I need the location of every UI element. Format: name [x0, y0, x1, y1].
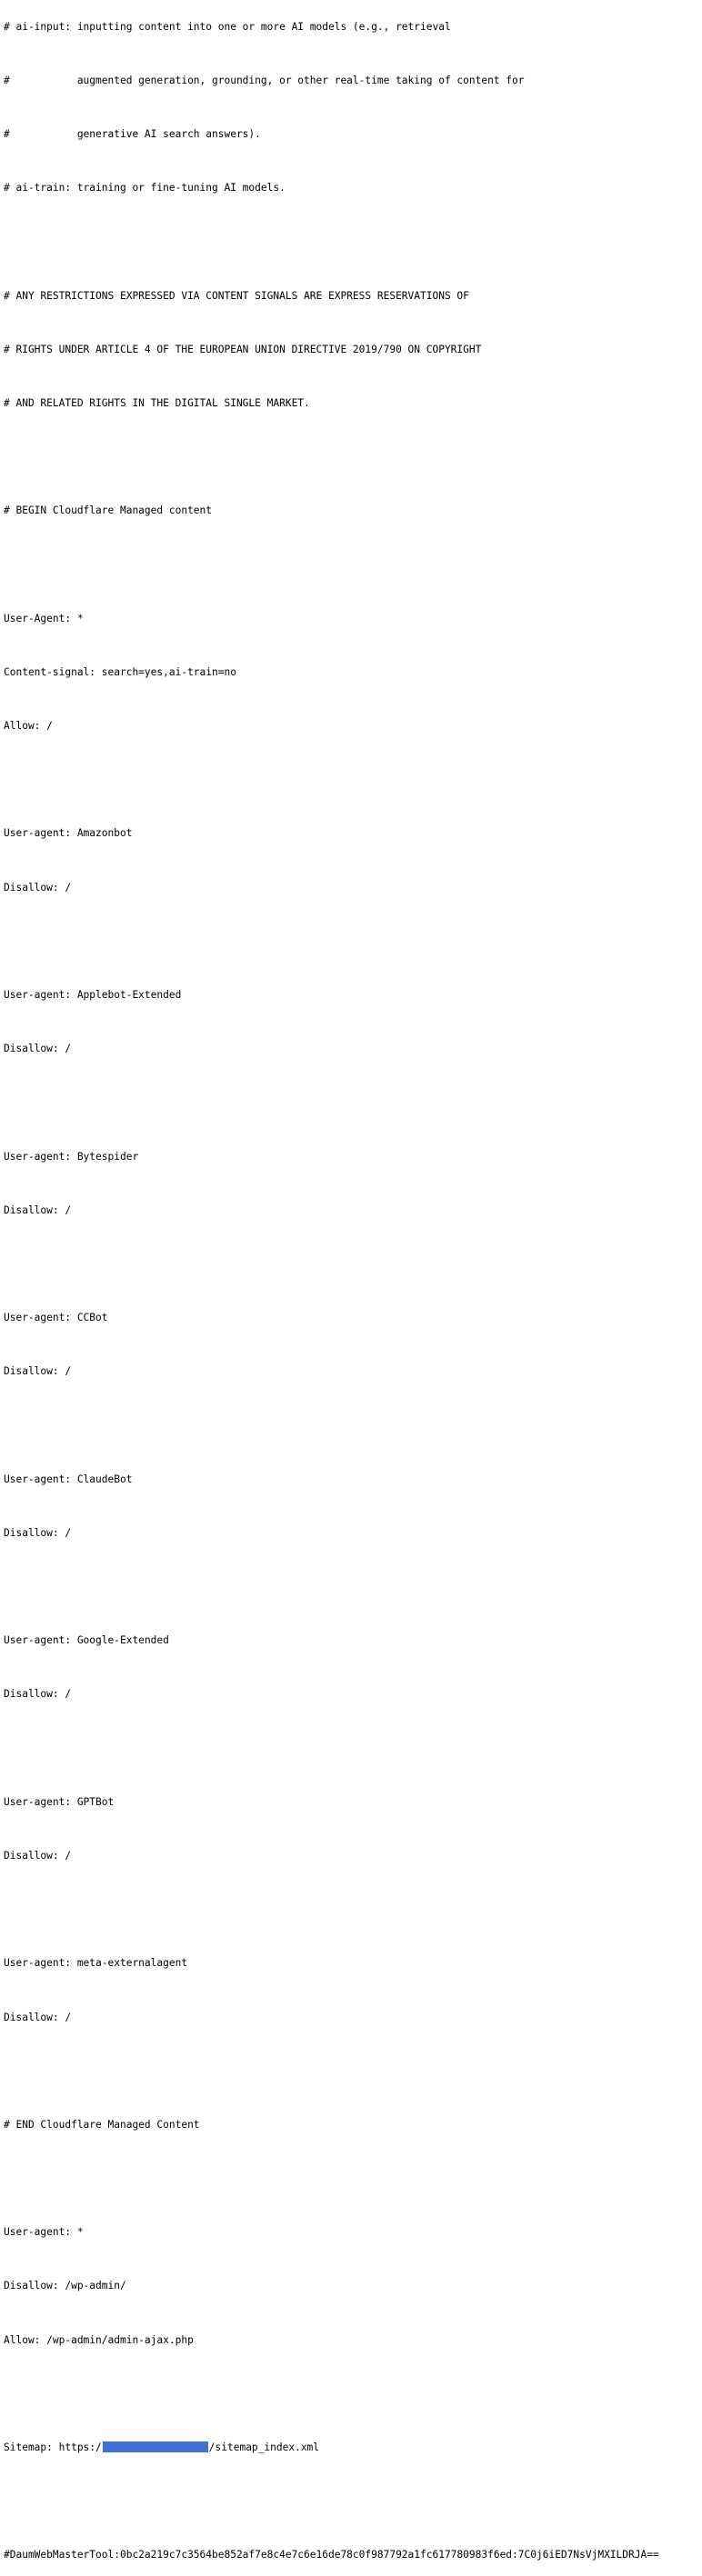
text-line: User-agent: ClaudeBot: [4, 1473, 133, 1485]
text-line: Disallow: /: [4, 1688, 72, 1701]
text-line: User-agent: Bytespider: [4, 1150, 139, 1163]
text-line: #DaumWebMasterTool:0bc2a219c7c3564be852af7e8c4e7c6e16de78c0f987792a1fc617780983f6ed:7C0j6iED7NsVjMXILDRJA==: [4, 2549, 659, 2561]
text-line: User-Agent: *: [4, 612, 84, 624]
text-line: Disallow: /: [4, 1526, 72, 1539]
text-line: [4, 1742, 659, 1756]
text-line: User-agent: Amazonbot: [4, 827, 133, 840]
text-line: [4, 935, 659, 949]
text-line: # RIGHTS UNDER ARTICLE 4 OF THE EUROPEAN UNION DIRECTIVE 2019/790 ON COPYRIGHT: [4, 343, 482, 355]
text-line: [4, 2065, 659, 2079]
text-line: [4, 558, 659, 572]
redaction-box: [103, 2441, 208, 2452]
sitemap-suffix: /sitemap_index.xml: [208, 2441, 320, 2454]
text-line: [4, 1903, 659, 1917]
text-line: # ai-train: training or fine-tuning AI models.: [4, 182, 286, 195]
text-line: User-agent: GPTBot: [4, 1795, 115, 1808]
text-line: User-agent: Google-Extended: [4, 1634, 169, 1647]
text-line: Disallow: /: [4, 1203, 72, 1216]
text-line: # generative AI search answers).: [4, 127, 261, 140]
text-line: Disallow: /: [4, 1365, 72, 1378]
text-line: # ai-input: inputting content into one or more AI models (e.g., retrieval: [4, 20, 451, 33]
text-line: [4, 1419, 659, 1433]
text-line: # augmented generation, grounding, or other real-time taking of content for: [4, 74, 525, 86]
sitemap-line: [4, 2441, 659, 2455]
text-line: [4, 1096, 659, 1110]
text-line: Disallow: /: [4, 881, 72, 894]
text-line: [4, 451, 659, 464]
text-line: Allow: /: [4, 720, 53, 733]
text-line: Disallow: /: [4, 2011, 72, 2023]
text-line: Content-signal: search=yes,ai-train=no: [4, 665, 236, 678]
text-line: User-agent: *: [4, 2226, 84, 2239]
text-line: [4, 1258, 659, 1272]
text-line: # BEGIN Cloudflare Managed content: [4, 504, 213, 517]
text-line: Disallow: /: [4, 1043, 72, 1055]
text-line: Disallow: /: [4, 1849, 72, 1862]
text-line: [4, 2388, 659, 2401]
text-line: User-agent: meta-externalagent: [4, 1957, 188, 1970]
text-line: Disallow: /wp-admin/: [4, 2280, 126, 2292]
text-line: # ANY RESTRICTIONS EXPRESSED VIA CONTENT SIGNALS ARE EXPRESS RESERVATIONS OF: [4, 289, 469, 302]
text-line: # END Cloudflare Managed Content: [4, 2118, 200, 2131]
sitemap-prefix: Sitemap: https:/: [4, 2441, 102, 2454]
text-line: # AND RELATED RIGHTS IN THE DIGITAL SINGLE MARKET.: [4, 396, 310, 409]
text-line: [4, 1581, 659, 1594]
text-line: [4, 2172, 659, 2186]
text-line: Allow: /wp-admin/admin-ajax.php: [4, 2333, 194, 2346]
text-line: User-agent: CCBot: [4, 1312, 108, 1324]
text-line: User-agent: Applebot-Extended: [4, 988, 182, 1001]
text-line: [4, 235, 659, 249]
text-line: [4, 774, 659, 787]
robots-txt-text: [4, 0, 659, 2576]
text-line: [4, 2495, 659, 2509]
